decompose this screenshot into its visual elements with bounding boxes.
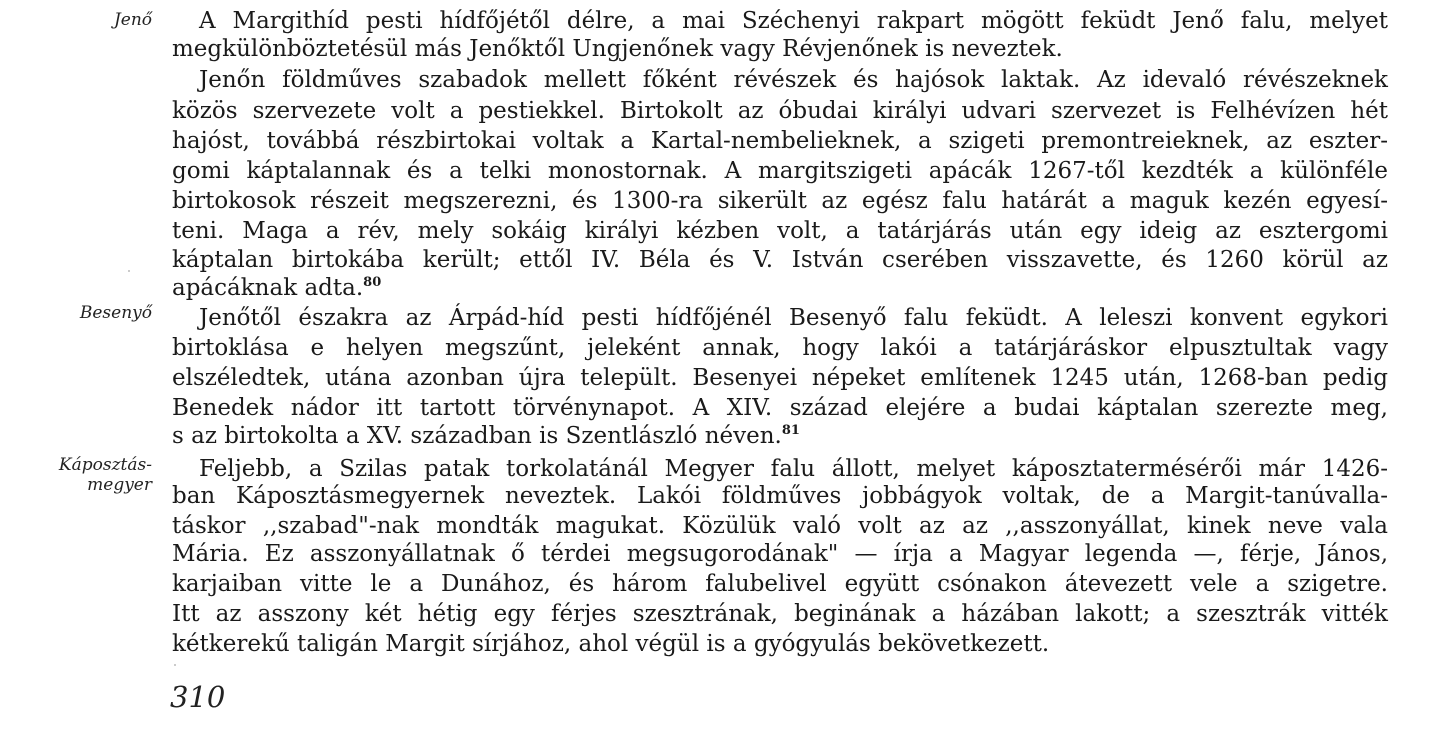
text-line-content: apácáknak adta. <box>172 275 364 301</box>
scan-speck <box>174 664 176 666</box>
margin-note-jeno: Jenő <box>113 10 152 30</box>
text-line: ban Káposztásmegyernek neveztek. Lakói földműves jobbágyok voltak, de a Margit-tanúvalla- <box>172 483 1388 509</box>
text-line <box>172 423 1388 450</box>
margin-note-kaposztas-line1: Káposztás- <box>58 455 152 475</box>
text-line: Feljebb, a Szilas patak torkolatánál Megyer falu állott, melyet káposztatermésérői már 1426- <box>199 456 1388 482</box>
text-line: Mária. Ez asszonyállatnak ő térdei megsugorodának" — írja a Magyar legenda —, férje, János, <box>172 541 1388 567</box>
text-line: Jenőtől északra az Árpád-híd pesti hídfőjénél Besenyő falu feküdt. A leleszi konvent egykori <box>199 305 1388 331</box>
text-line: birtokosok részeit megszerezni, és 1300-ra sikerült az egész falu határát a maguk kezén egyesí- <box>172 188 1388 214</box>
footnote-ref-81: 81 <box>781 423 800 438</box>
text-line: közös szervezete volt a pestiekkel. Birtokolt az óbudai királyi udvari szervezet is Felhévízen hét <box>172 98 1388 124</box>
margin-note-besenyo: Besenyő <box>79 303 152 323</box>
text-line: táskor ,,szabad"-nak mondták magukat. Közülük való volt az az ,,asszonyállat, kinek neve vala <box>172 513 1388 539</box>
text-line: kétkerekű taligán Margit sírjához, ahol végül is a gyógyulás bekövetkezett. <box>172 631 1050 657</box>
page-number: 310 <box>170 680 226 714</box>
text-line: elszéledtek, utána azonban újra települt. Besenyei népeket említenek 1245 után, 1268-ban pedig <box>172 365 1388 391</box>
text-line-content: s az birtokolta a XV. században is Szentlászló néven. <box>172 423 782 449</box>
text-line: megkülönböztetésül más Jenőktől Ungjenőnek vagy Révjenőnek is neveztek. <box>172 36 1063 62</box>
text-line: Benedek nádor itt tartott törvénynapot. A XIV. század elejére a budai káptalan szerezte meg, <box>172 395 1388 421</box>
margin-note-kaposztas-line2: megyer <box>87 475 152 495</box>
text-line: A Margithíd pesti hídfőjétől délre, a mai Széchenyi rakpart mögött feküdt Jenő falu, melyet <box>199 8 1388 34</box>
text-line: karjaiban vitte le a Dunához, és három falubelivel együtt csónakon átevezett vele a szigetre. <box>172 571 1388 597</box>
text-line <box>172 275 1388 302</box>
text-line: gomi káptalannak és a telki monostornak. A margitszigeti apácák 1267-től kezdték a különféle <box>172 158 1388 184</box>
margin-note-kaposztasmegyer <box>59 455 152 495</box>
text-line: Itt az asszony két hétig egy férjes szesztrának, beginának a házában lakott; a szesztrák vitték <box>172 601 1388 627</box>
footnote-ref-80: 80 <box>363 275 382 290</box>
text-line: káptalan birtokába került; ettől IV. Béla és V. István cserében visszavette, és 1260 körül az <box>172 247 1388 273</box>
text-line: hajóst, továbbá részbirtokai voltak a Kartal-nembelieknek, a szigeti premontreieknek, az eszter- <box>172 128 1388 154</box>
scan-speck <box>128 270 130 272</box>
text-line: Jenőn földműves szabadok mellett főként révészek és hajósok laktak. Az idevaló révészeknek <box>199 67 1388 93</box>
text-line: birtoklása e helyen megszűnt, jeleként annak, hogy lakói a tatárjáráskor elpusztultak vagy <box>172 335 1388 361</box>
text-line: teni. Maga a rév, mely sokáig királyi kézben volt, a tatárjárás után egy ideig az esztergomi <box>172 218 1388 244</box>
